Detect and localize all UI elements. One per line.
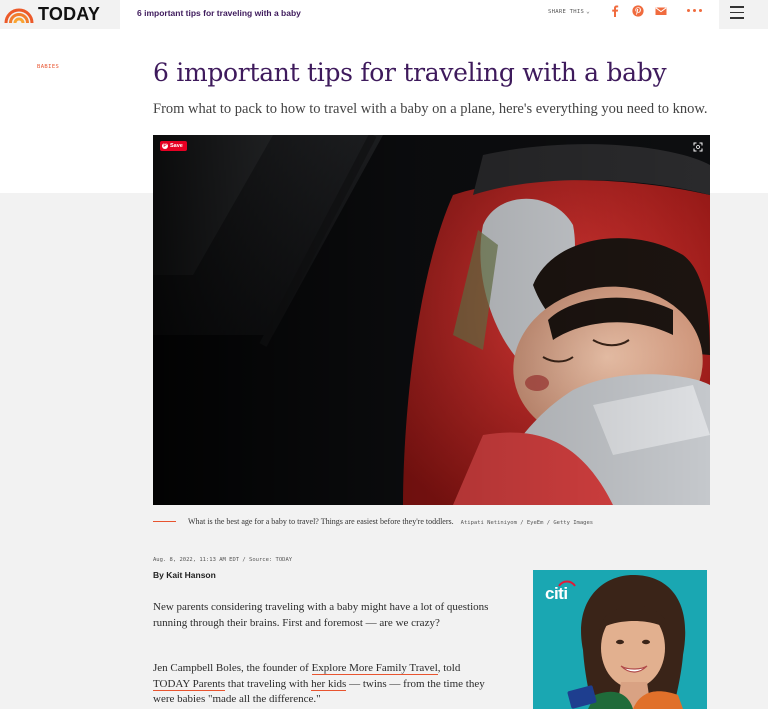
article-headline: 6 important tips for traveling with a baby [153, 58, 667, 87]
citi-logo: citi [545, 584, 568, 603]
article-dateline: Aug. 8, 2022, 11:13 AM EDT / Source: TODAY [153, 557, 293, 563]
image-caption [188, 517, 593, 526]
hero-image-sleeping-baby [153, 135, 710, 505]
top-navigation-bar [0, 0, 768, 29]
pinterest-save-button[interactable] [160, 141, 187, 151]
article-paragraph: New parents considering traveling with a baby might have a lot of questions running through their brains. First and foremost — are we crazy? [153, 601, 489, 629]
article-dek: From what to pack to how to travel with a baby on a plane, here's everything you need to know. [153, 101, 708, 117]
expand-image-icon[interactable] [693, 142, 703, 152]
hamburger-icon [730, 6, 744, 19]
image-credit: Atipati Netiniyom / EyeEm / Getty Images [460, 520, 594, 526]
facebook-icon[interactable] [609, 5, 621, 17]
today-parents-link[interactable]: TODAY Parents [153, 677, 226, 690]
email-icon[interactable] [655, 5, 667, 17]
article-paragraph [153, 661, 493, 708]
pinterest-icon[interactable] [632, 5, 644, 17]
caption-text: What is the best age for a baby to travel? Things are easiest before they're toddlers. [188, 517, 454, 526]
section-label[interactable]: BABIES [37, 64, 60, 70]
explore-more-family-travel-link[interactable]: Explore More Family Travel [311, 662, 438, 674]
paragraph-text: that traveling with [225, 677, 312, 690]
share-this-menu[interactable] [548, 8, 590, 15]
share-this-label: SHARE THIS [548, 9, 585, 15]
save-label: Save [170, 143, 183, 149]
caption-divider [153, 521, 176, 522]
chevron-down-icon: ⌄ [586, 8, 591, 15]
paragraph-text: — twins — from the time they were babies "made all the difference." [153, 677, 485, 705]
article-byline[interactable]: By Kait Hanson [153, 570, 216, 580]
more-icon[interactable] [687, 9, 702, 12]
logo-text: TODAY [38, 4, 101, 24]
sunrise-logo-icon [4, 6, 34, 24]
her-kids-link[interactable]: her kids [311, 677, 347, 690]
paragraph-text: , told [437, 662, 461, 674]
paragraph-text: Jen Campbell Boles, the founder of [153, 662, 312, 674]
today-logo[interactable] [0, 0, 120, 29]
pinterest-icon: P [163, 143, 167, 149]
menu-button[interactable] [719, 0, 768, 29]
header-article-title: 6 important tips for traveling with a baby [137, 8, 301, 18]
